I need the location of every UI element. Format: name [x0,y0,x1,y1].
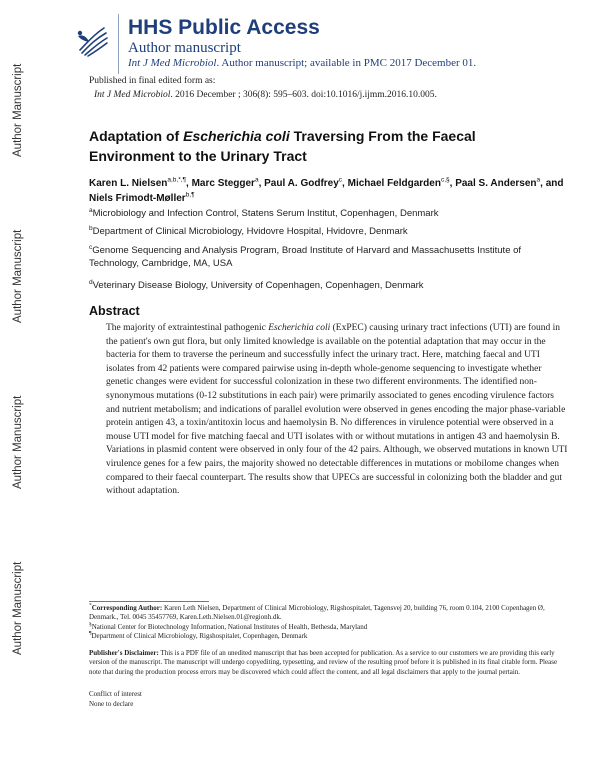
footnote-label: Corresponding Author: [91,604,163,612]
author-separator: , [342,178,348,189]
conflict-text: None to declare [89,699,134,708]
hhs-eagle-logo-icon [74,22,110,58]
author-affiliation-marker: b,¶ [185,191,195,199]
title-text: Adaptation of [89,128,184,144]
side-label-author-manuscript: Author Manuscript [12,395,24,489]
author-affiliation-marker: c [338,176,343,184]
citation-details: . 2016 December ; 306(8): 595–603. doi:10.1016/j.ijmm.2016.10.005. [170,90,437,100]
title-species: Escherichia coli [183,128,290,144]
disclaimer-label: Publisher's Disclaimer: [89,649,159,657]
journal-abbr: Int J Med Microbiol [128,57,217,69]
abstract-heading: Abstract [89,304,140,318]
author-separator: , and [540,178,564,189]
author-name: Marc Stegger [191,178,255,189]
abstract-text: The majority of extraintestinal pathogenic [106,323,269,333]
affiliation-d [89,279,559,292]
publisher-disclaimer [89,649,569,677]
published-final-form-label: Published in final edited form as: [89,76,216,86]
citation-journal: Int J Med Microbiol [94,90,171,100]
side-label-author-manuscript: Author Manuscript [12,63,24,157]
journal-availability-line [128,57,476,69]
abstract-species: Escherichia coli [268,323,331,333]
affiliation-a [89,207,559,220]
author-name: Michael Feldgarden [347,178,441,189]
title-text: Traversing From the Faecal Environment to the Urinary Tract [89,128,476,164]
footnote-ncbi [89,623,569,632]
affiliation-text: Veterinary Disease Biology, University of Copenhagen, Copenhagen, Denmark [92,280,424,291]
author-name: Niels Frimodt-Møller [89,193,186,204]
affiliation-marker: d [89,278,93,286]
footnotes [89,604,569,641]
corresponding-author-footnote [89,604,569,623]
author-name: Paal S. Andersen [455,178,537,189]
side-label-author-manuscript: Author Manuscript [12,561,24,655]
affiliation-text: Department of Clinical Microbiology, Hvidovre Hospital, Hvidovre, Denmark [92,226,408,237]
author-affiliation-marker: c,§ [440,176,450,184]
hhs-public-access-title: HHS Public Access [128,16,320,39]
footnote-divider [89,601,209,602]
affiliation-marker: b [89,224,93,232]
availability-text: . Author manuscript; available in PMC 2017 December 01. [216,57,477,69]
author-manuscript-subtitle: Author manuscript [128,40,241,56]
affiliation-marker: c [89,243,93,251]
author-affiliation-marker: a [536,176,541,184]
author-separator: , [186,178,192,189]
affiliation-marker: a [89,206,93,214]
author-separator: , [258,178,265,189]
disclaimer-text: This is a PDF file of an unedited manuscript that has been accepted for publication. As a service to our customers we are providing this early version of the manuscript. The manuscript will undergo copyediting, typesetting, and review of the resulting proof before it is published in its final citable form. Please note that during the production process errors may be discovered which could affect the content, and all legal disclaimers that apply to the journal pertain. [89,649,558,676]
abstract-text: (ExPEC) causing urinary tract infections (UTI) are found in the patient's own gut flora, but only limited knowledge is available on the potential adaptation that may occur in the bacteria for them to traverse the perineum and successfully infect the urinary tract. Here, matching faecal and UTI isolates from 42 patients were compared pairwise using in-depth whole-genome sequencing to investigate whether genetic changes were evident for successful colonization in these two different environments. The identified non-synonymous mutations (0-12 substitutions in each pair) were primarily associated to genes encoding virulence factors and nutrient metabolism; and indications of parallel evolution were observed in genes encoding the major phase-variable protein antigen 43, a toxin/antitoxin locus and haemolysin B. No differences in virulence potential were observed in a mouse UTI model for five matching faecal and UTI isolates with or without mutations in antigen 43 and haemolysin B. Variations in plasmid content were observed in only four of the 42 pairs. Although, we observed mutations in known UTI virulence genes for a few pairs, the majority showed no detectable differences in mutations or mobilome changes when compared to their faecal counterpart. The results show that UPECs are successful in colonizing both the bladder and gut without adaptation. [106,323,568,497]
header-divider [118,14,119,74]
author-name: Paul A. Godfrey [264,178,339,189]
conflict-of-interest [89,690,142,709]
abstract-body [106,322,568,499]
footnote-text: Karen Leth Nielsen, Department of Clinical Microbiology, Rigshospitalet, Tagensvej 20, building 76, room 0.104, 2100 Copenhagen Ø, Denmark., Tel. 0045 35457769, Karen.Leth.Nielsen.01@regionh.dk. [89,604,545,622]
footnote-text: Department of Clinical Microbiology, Rigshospitalet, Copenhagen, Denmark [91,631,308,640]
author-separator: , [449,178,456,189]
author-affiliation-marker: a [254,176,259,184]
footnote-text: National Center for Biotechnology Information, National Institutes of Health, Bethesda, Maryland [91,622,368,631]
affiliation-text: Genome Sequencing and Analysis Program, Broad Institute of Harvard and Massachusetts Institute of Technology, Cambridge, MA, USA [89,245,522,269]
footnote-marker: ¶ [89,630,92,637]
footnote-marker: § [89,621,92,628]
footnote-rigshospitalet [89,632,569,641]
conflict-heading: Conflict of interest [89,690,142,698]
affiliation-text: Microbiology and Infection Control, Statens Serum Institut, Copenhagen, Denmark [92,208,439,219]
side-label-author-manuscript: Author Manuscript [12,229,24,323]
author-name: Karen L. Nielsen [89,178,168,189]
affiliation-c [89,244,559,270]
affiliation-b [89,225,559,238]
author-list [89,176,569,206]
author-affiliation-marker: a,b,*,¶ [167,176,187,184]
footnote-marker: * [89,602,92,609]
paper-title [89,126,559,166]
citation-line [94,90,437,100]
